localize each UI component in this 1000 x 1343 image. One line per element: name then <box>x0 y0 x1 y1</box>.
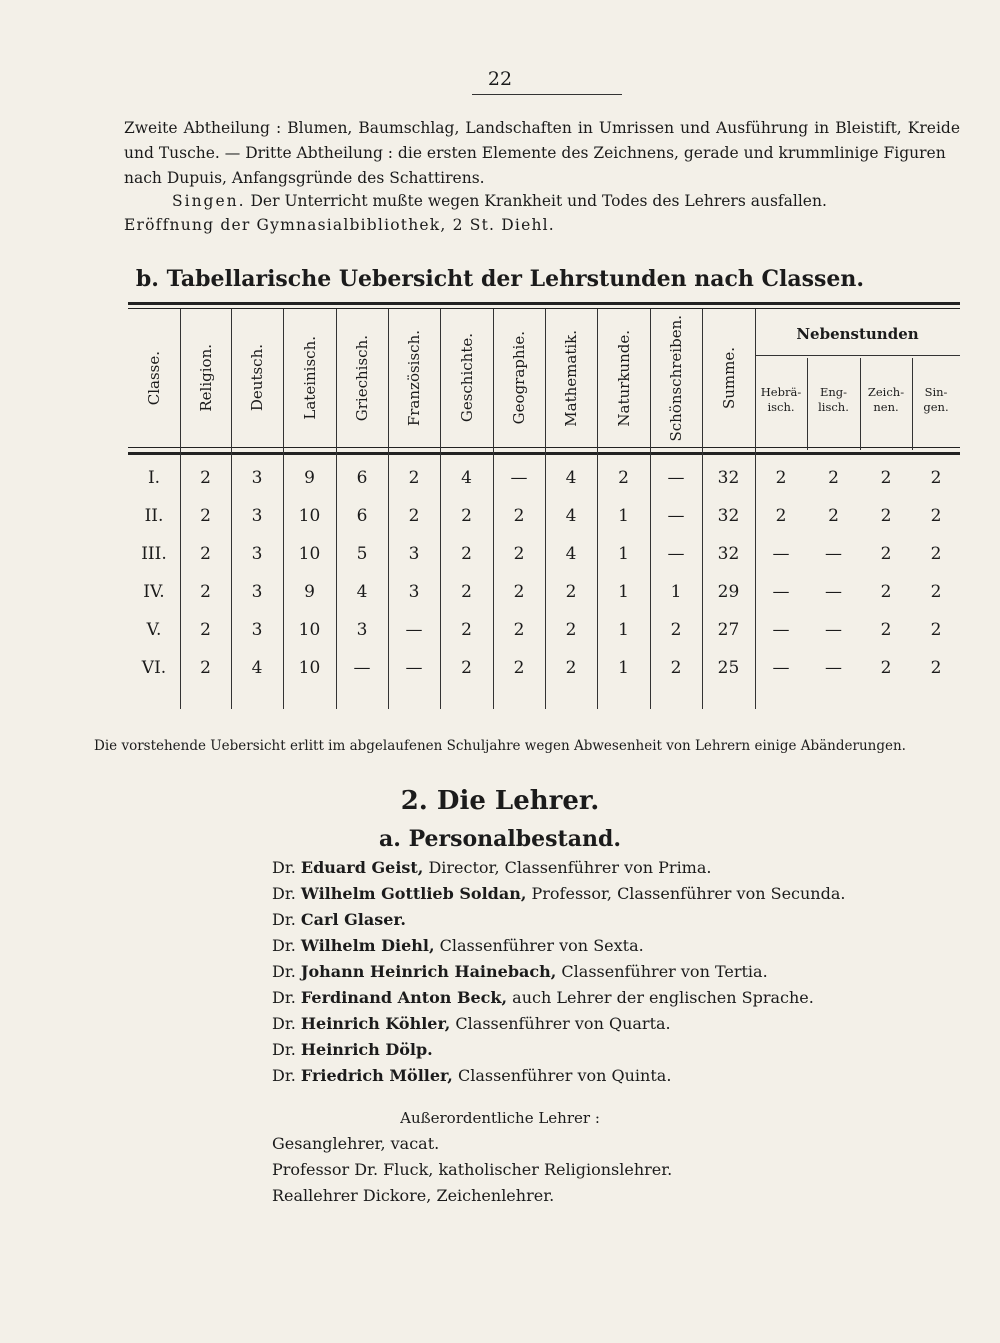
table-cell: — <box>667 506 685 526</box>
table-cell: 6 <box>356 506 368 526</box>
table-cell: 2 <box>880 582 892 602</box>
table-cell: — <box>353 658 371 678</box>
table-cell: 4 <box>565 506 577 526</box>
table-cell: 3 <box>251 506 263 526</box>
column-header-geschichte: Geschichte. <box>457 333 476 423</box>
table-cell: 2 <box>513 658 525 678</box>
teacher-title: Dr. <box>272 1014 296 1033</box>
teacher-title: Dr. <box>272 858 296 877</box>
teacher-entry <box>272 910 406 929</box>
table-cell: — <box>772 658 790 678</box>
teacher-name: Ferdinand Anton Beck, <box>300 988 508 1007</box>
table-cell: 3 <box>356 620 368 640</box>
table-cell: 10 <box>298 544 321 564</box>
extra-teacher-entry <box>272 1160 672 1179</box>
table-cell: 10 <box>298 506 321 526</box>
drawing-paragraph <box>124 116 960 191</box>
table-top-rule <box>128 302 960 305</box>
page-number: 22 <box>487 68 513 90</box>
table-cell: 3 <box>251 620 263 640</box>
teacher-name: Wilhelm Diehl, <box>300 936 435 955</box>
table-cell: 2 <box>930 620 942 640</box>
table-cell: 2 <box>930 506 942 526</box>
table-cell: 2 <box>670 620 682 640</box>
table-row-class: IV. <box>143 582 165 602</box>
table-cell: 2 <box>775 468 787 488</box>
teacher-role: Classenführer von Sexta. <box>434 936 644 955</box>
table-cell: 2 <box>565 582 577 602</box>
teacher-name: Heinrich Dölp. <box>300 1040 433 1059</box>
teacher-name: Eduard Geist, <box>300 858 424 877</box>
teacher-title: Dr. <box>272 988 296 1007</box>
section-b-title: b. Tabellarische Uebersicht der Lehrstunden nach Classen. <box>135 266 865 292</box>
table-row-class: V. <box>146 620 162 640</box>
teacher-entry <box>272 1066 671 1085</box>
table-cell: — <box>825 658 842 678</box>
table-cell: 2 <box>461 620 472 640</box>
section-a-title: a. Personalbestand. <box>379 826 621 852</box>
table-header-rule <box>128 447 960 448</box>
teacher-role: auch Lehrer der englischen Sprache. <box>507 988 814 1007</box>
table-cell: 10 <box>298 658 321 678</box>
table-cell: 2 <box>513 506 525 526</box>
table-cell: 2 <box>880 658 892 678</box>
table-row-class: VI. <box>141 658 167 678</box>
drawing-paragraph-text: Zweite Abtheilung : Blumen, Baumschlag, Landschaften in Umrissen und Ausführung in Bleistift, Kreide und Tusche. — Dritte Abtheilung : die ersten Elemente des Zeichnens, gerade und krummlinige Figuren <box>124 119 960 162</box>
table-cell: 2 <box>880 468 892 488</box>
extra-teacher-role: Zeichenlehrer. <box>431 1186 555 1205</box>
table-cell: — <box>825 544 842 564</box>
teacher-title: Dr. <box>272 1066 296 1085</box>
column-header-hebraeisch: Hebrä- isch. <box>760 385 802 414</box>
table-cell: 2 <box>408 506 420 526</box>
table-cell: 32 <box>717 468 740 488</box>
column-header-singen: Sin- gen. <box>923 385 949 414</box>
column-header-franzoesisch: Französisch. <box>405 329 423 427</box>
extra-teacher-role: vacat. <box>385 1134 440 1153</box>
table-cell: 1 <box>618 506 629 526</box>
teacher-entry <box>272 962 768 981</box>
teacher-title: Dr. <box>272 962 296 981</box>
table-cell: — <box>510 468 528 488</box>
table-cell: 4 <box>356 582 368 602</box>
teacher-entry <box>272 988 814 1007</box>
column-header-classe: Classe. <box>145 350 163 406</box>
table-row-class: I. <box>147 468 161 488</box>
singen-text: Der Unterricht mußte wegen Krankheit und Todes des Lehrers ausfallen. <box>245 192 827 210</box>
table-cell: 2 <box>200 468 211 488</box>
column-header-zeichnen: Zeich- nen. <box>867 385 905 414</box>
extra-teacher-name: Gesanglehrer, <box>272 1134 386 1153</box>
column-header-griechisch: Griechisch. <box>353 334 371 422</box>
table-cell: 2 <box>775 506 787 526</box>
table-cell: 2 <box>930 658 942 678</box>
table-cell: 4 <box>565 544 577 564</box>
table-cell: 2 <box>828 506 839 526</box>
teacher-entry <box>272 1014 671 1033</box>
column-header-summe: Summe. <box>719 346 738 410</box>
table-cell: 2 <box>930 544 942 564</box>
table-cell: 3 <box>251 468 263 488</box>
table-cell: 2 <box>880 544 892 564</box>
column-header-mathematik: Mathematik. <box>562 329 580 427</box>
table-cell: 4 <box>251 658 263 678</box>
teacher-entry <box>272 884 845 903</box>
eroeffnung-text: 2 St. Diehl. <box>446 216 555 234</box>
teacher-title: Dr. <box>272 936 296 955</box>
extra-teacher-entry <box>272 1134 439 1153</box>
teacher-name: Friedrich Möller, <box>300 1066 453 1085</box>
extra-teacher-entry <box>272 1186 554 1205</box>
teacher-entry <box>272 1040 433 1059</box>
table-cell: 2 <box>565 620 577 640</box>
table-cell: — <box>772 620 790 640</box>
table-cell: 2 <box>461 582 472 602</box>
eroeffnung-line <box>124 216 555 234</box>
table-cell: 1 <box>618 658 629 678</box>
table-cell: 2 <box>670 658 682 678</box>
table-cell: 3 <box>408 582 420 602</box>
column-header-geographie: Geographie. <box>510 331 528 425</box>
nebenstunden-rule <box>755 355 960 356</box>
singen-label: Singen. <box>172 192 246 210</box>
table-cell: 29 <box>717 582 740 602</box>
table-cell: 1 <box>670 582 682 602</box>
column-header-deutsch: Deutsch. <box>248 344 266 412</box>
table-cell: 32 <box>717 544 740 564</box>
teacher-entry <box>272 936 644 955</box>
column-header-englisch: Eng- lisch. <box>818 385 849 414</box>
table-cell: — <box>405 658 423 678</box>
table-cell: 1 <box>618 544 629 564</box>
table-cell: 2 <box>200 658 211 678</box>
table-cell: 3 <box>251 544 263 564</box>
table-cell: 2 <box>200 544 211 564</box>
table-cell: 1 <box>618 620 629 640</box>
table-cell: 2 <box>461 506 472 526</box>
table-cell: 2 <box>930 468 942 488</box>
table-cell: — <box>825 620 842 640</box>
section-2-title: 2. Die Lehrer. <box>400 786 600 816</box>
table-cell: 2 <box>513 582 525 602</box>
eroeffnung-label: Eröffnung der Gymnasialbibliothek, <box>124 216 447 234</box>
table-cell: 2 <box>513 544 525 564</box>
extra-teachers-heading: Außerordentliche Lehrer : <box>400 1109 600 1127</box>
table-cell: 4 <box>461 468 472 488</box>
table-cell: 4 <box>565 468 577 488</box>
column-header-naturkunde: Naturkunde. <box>614 329 633 427</box>
table-cell: — <box>772 544 790 564</box>
teacher-name: Carl Glaser. <box>300 910 406 929</box>
teacher-entry <box>272 858 711 877</box>
extra-teacher-name: Professor Dr. Fluck, <box>272 1160 434 1179</box>
teacher-name: Wilhelm Gottlieb Soldan, <box>300 884 527 903</box>
table-cell: — <box>667 544 685 564</box>
extra-teacher-role: katholischer Religionslehrer. <box>433 1160 673 1179</box>
teacher-role: Classenführer von Tertia. <box>556 962 768 981</box>
table-cell: 5 <box>356 544 368 564</box>
table-cell: 2 <box>408 468 420 488</box>
table-cell: 10 <box>298 620 321 640</box>
table-cell: 2 <box>828 468 839 488</box>
table-cell: — <box>772 582 790 602</box>
extra-teacher-name: Reallehrer Dickore, <box>272 1186 432 1205</box>
table-cell: 2 <box>461 544 472 564</box>
table-cell: 2 <box>618 468 629 488</box>
table-cell: 2 <box>200 620 211 640</box>
table-cell: 2 <box>880 620 892 640</box>
column-header-schoenschreiben: Schönschreiben. <box>667 314 685 442</box>
table-cell: 27 <box>717 620 740 640</box>
table-row-class: III. <box>141 544 167 564</box>
teacher-role: Classenführer von Quinta. <box>452 1066 672 1085</box>
table-cell: 2 <box>880 506 892 526</box>
table-cell: — <box>667 468 685 488</box>
table-cell: 2 <box>513 620 525 640</box>
table-cell: 2 <box>461 658 472 678</box>
teacher-name: Johann Heinrich Hainebach, <box>300 962 557 981</box>
teacher-name: Heinrich Köhler, <box>300 1014 451 1033</box>
table-cell: 25 <box>717 658 740 678</box>
table-cell: 3 <box>251 582 263 602</box>
page-number-rule <box>472 94 622 95</box>
teacher-title: Dr. <box>272 884 296 903</box>
table-cell: 2 <box>565 658 577 678</box>
nebenstunden-header: Nebenstunden <box>796 325 919 343</box>
table-cell: — <box>405 620 423 640</box>
drawing-paragraph-last: nach Dupuis, Anfangsgründe des Schattirens. <box>124 169 485 187</box>
column-header-lateinisch: Lateinisch. <box>300 336 319 420</box>
table-cell: — <box>825 582 842 602</box>
table-cell: 1 <box>618 582 629 602</box>
table-note: Die vorstehende Uebersicht erlitt im abgelaufenen Schuljahre wegen Abwesenheit von Lehrern einige Abänderungen. <box>94 738 906 754</box>
table-cell: 2 <box>200 506 211 526</box>
table-cell: 9 <box>304 582 315 602</box>
table-cell: 3 <box>408 544 420 564</box>
teacher-role: Director, Classenführer von Prima. <box>423 858 712 877</box>
table-top-rule-thin <box>128 308 960 309</box>
table-cell: 2 <box>200 582 211 602</box>
singen-line <box>172 192 827 210</box>
table-cell: 32 <box>717 506 740 526</box>
table-header-rule-thick <box>128 452 960 455</box>
teacher-role: Classenführer von Quarta. <box>450 1014 671 1033</box>
table-cell: 9 <box>304 468 315 488</box>
table-cell: 2 <box>930 582 942 602</box>
teacher-title: Dr. <box>272 1040 296 1059</box>
table-row-class: II. <box>144 506 164 526</box>
column-header-religion: Religion. <box>196 344 215 412</box>
teacher-role: Professor, Classenführer von Secunda. <box>526 884 846 903</box>
teacher-title: Dr. <box>272 910 296 929</box>
table-cell: 6 <box>356 468 368 488</box>
